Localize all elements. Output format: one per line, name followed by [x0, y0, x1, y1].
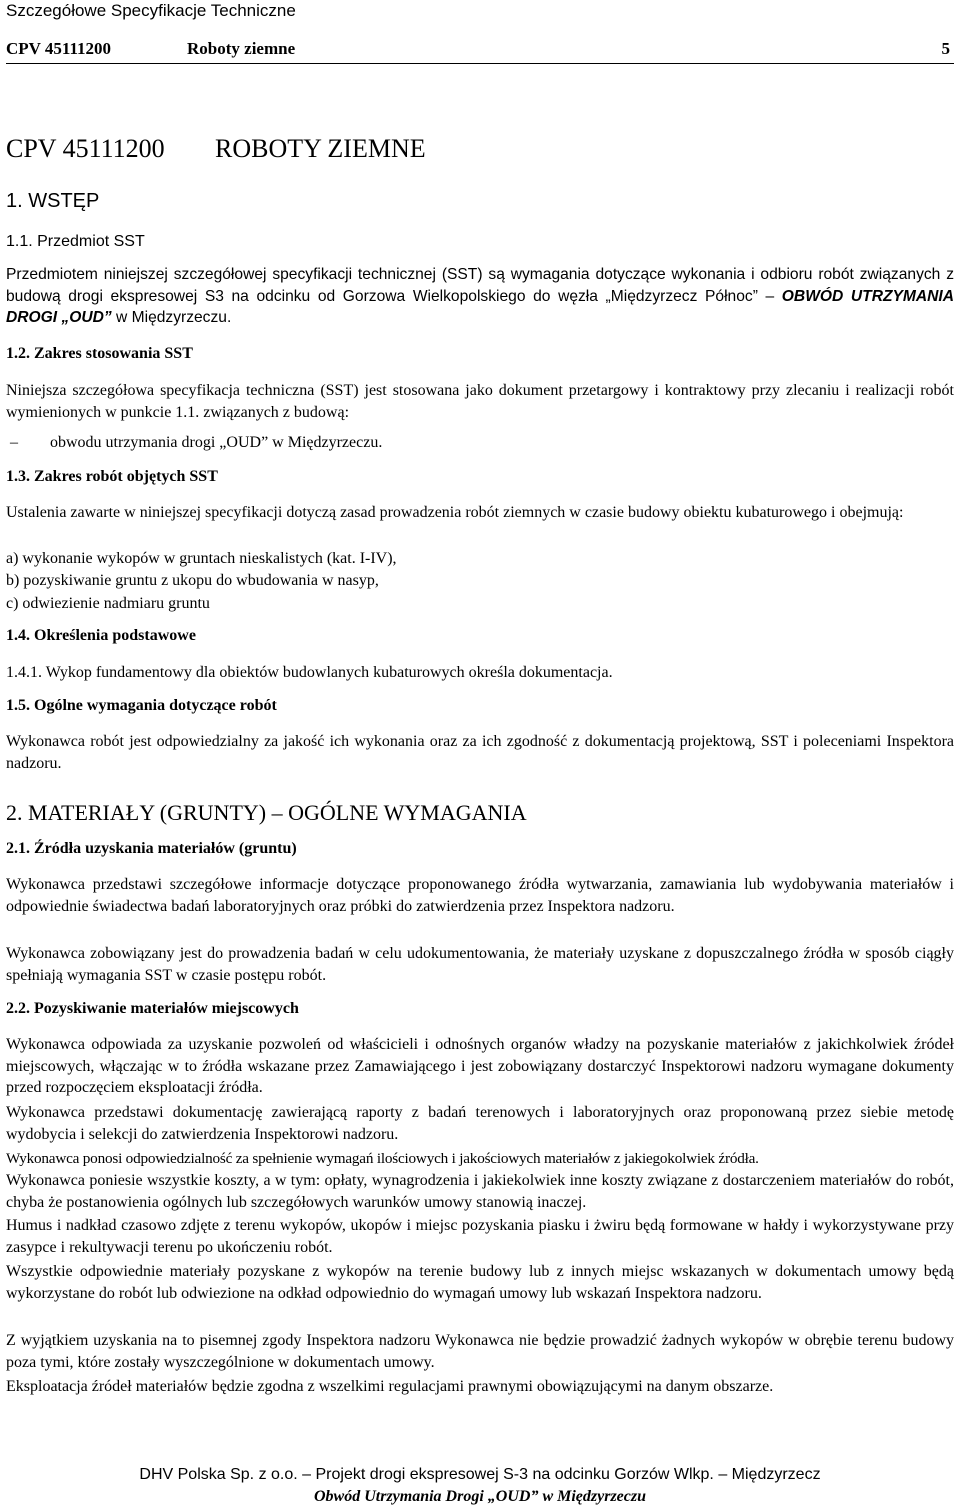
- heading-2-1: 2.1. Źródła uzyskania materiałów (gruntu): [6, 840, 297, 857]
- paragraph-2-2-4: Wykonawca poniesie wszystkie koszty, a w tym: opłaty, wynagrodzenia i jakiekolwiek inne koszty związane z dostarczeniem materiałów do robót, chyba że postanowienia ogólnych lub szczegółowych warunków umowy stanowią inaczej.: [6, 1172, 954, 1211]
- heading-1: 1. WSTĘP: [6, 190, 100, 212]
- title-name: ROBOTY ZIEMNE: [215, 134, 426, 163]
- paragraph-1-1: [6, 264, 954, 329]
- paragraph-2-1-2: Wykonawca zobowiązany jest do prowadzenia badań w celu udokumentowania, że materiały uzyskane z dopuszczalnego źródła w sposób ciągły spełniają wymagania SST w czasie postępu robót.: [6, 945, 954, 984]
- list-item-text: obwodu utrzymania drogi „OUD” w Międzyrzeczu.: [50, 434, 383, 451]
- paragraph-1-4-1: 1.4.1. Wykop fundamentowy dla obiektów budowlanych kubaturowych określa dokumentacja.: [6, 664, 613, 681]
- paragraph-1-1-emphasis: OBWÓD UTRZYMANIA DROGI „OUD”: [6, 287, 954, 326]
- list-item-b: b) pozyskiwanie gruntu z ukopu do wbudowania w nasyp,: [6, 572, 379, 589]
- paragraph-2-2-2: Wykonawca przedstawi dokumentację zawierającą raporty z badań terenowych i laboratoryjnych oraz proponowaną przez siebie metodę wydobycia i selekcji do zatwierdzenia Inspektorowi nadzoru.: [6, 1104, 954, 1143]
- header-cpv: CPV 45111200: [6, 39, 112, 58]
- heading-1-4: 1.4. Określenia podstawowe: [6, 627, 196, 644]
- title-cpv: CPV 45111200: [6, 134, 165, 163]
- paragraph-2-2-7: Z wyjątkiem uzyskania na to pisemnej zgody Inspektora nadzoru Wykonawca nie będzie prowadzić żadnych wykopów w obrębie terenu budowy poza tymi, które zostały wyszczególnione w dokumentach umowy.: [6, 1332, 954, 1371]
- footer-project: Obwód Utrzymania Drogi „OUD” w Międzyrzeczu: [313, 1488, 646, 1505]
- page-title: [6, 134, 426, 164]
- heading-2-2: 2.2. Pozyskiwanie materiałów miejscowych: [6, 1000, 299, 1017]
- document-title: Szczegółowe Specyfikacje Techniczne: [6, 1, 296, 20]
- header-section: Roboty ziemne: [187, 39, 296, 58]
- heading-1-3: 1.3. Zakres robót objętych SST: [6, 468, 218, 485]
- paragraph-1-5: Wykonawca robót jest odpowiedzialny za jakość ich wykonania oraz za ich zgodność z dokumentacją projektową, SST i poleceniami Inspektora nadzoru.: [6, 733, 954, 772]
- paragraph-2-2-1: Wykonawca odpowiada za uzyskanie pozwoleń od właścicieli i odnośnych organów władzy na pozyskanie materiałów z jakichkolwiek źródeł miejscowych, włączając w to źródła wskazane przez Zamawiającego i jest zobowiązany dostarczyć Inspektorowi nadzoru wymagane dokumenty przed rozpoczęciem eksploatacji źródła.: [6, 1036, 954, 1096]
- paragraph-2-2-8: Eksploatacja źródeł materiałów będzie zgodna z wszelkimi regulacjami prawnymi obowiązującymi na danym obszarze.: [6, 1378, 774, 1395]
- list-item-c: c) odwiezienie nadmiaru gruntu: [6, 595, 210, 612]
- footer-company: DHV Polska Sp. z o.o. – Projekt drogi ekspresowej S-3 na odcinku Gorzów Wlkp. – Międzyrzecz: [139, 1466, 821, 1483]
- dash-bullet: –: [10, 434, 18, 451]
- heading-1-5: 1.5. Ogólne wymagania dotyczące robót: [6, 697, 277, 714]
- paragraph-2-2-3: Wykonawca ponosi odpowiedzialność za spełnienie wymagań ilościowych i jakościowych materiałów z jakiegokolwiek źródła.: [6, 1150, 759, 1167]
- running-header: [6, 39, 954, 64]
- paragraph-2-2-5: Humus i nadkład czasowo zdjęte z terenu wykopów, ukopów i miejsc pozyskania piasku i żwiru będą formowane w hałdy i wykorzystywane przy zasypce i rekultywacji terenu po ukończeniu robót.: [6, 1217, 954, 1256]
- paragraph-1-2: Niniejsza szczegółowa specyfikacja techniczna (SST) jest stosowana jako dokument przetargowy i kontraktowy przy zlecaniu i realizacji robót wymienionych w punkcie 1.1. związanych z budową:: [6, 382, 954, 421]
- heading-1-2: 1.2. Zakres stosowania SST: [6, 345, 193, 362]
- paragraph-1-1-text: Przedmiotem niniejszej szczegółowej specyfikacji technicznej (SST) są wymagania dotyczące wykonania i odbioru robót związanych z budową drogi ekspresowej S3 na odcinku od Gorzowa Wielkopolskiego do węzła „Międzyrzecz Północ” –: [6, 266, 954, 305]
- paragraph-1-3: Ustalenia zawarte w niniejszej specyfikacji dotyczą zasad prowadzenia robót ziemnych w czasie budowy obiektu kubaturowego i obejmują:: [6, 504, 904, 521]
- page-number: 5: [941, 39, 950, 58]
- list-item-a: a) wykonanie wykopów w gruntach nieskalistych (kat. I-IV),: [6, 550, 397, 567]
- paragraph-1-1-end: w Międzyrzeczu.: [111, 309, 232, 326]
- heading-1-1: 1.1. Przedmiot SST: [6, 233, 145, 250]
- paragraph-2-1-1: Wykonawca przedstawi szczegółowe informacje dotyczące proponowanego źródła wytwarzania, zamawiania lub wydobywania materiałów i odpowiednie świadectwa badań laboratoryjnych oraz próbki do zatwierdzenia przez Inspektora nadzoru.: [6, 876, 954, 915]
- paragraph-2-2-6: Wszystkie odpowiednie materiały pozyskane z wykopów na terenie budowy lub z innych miejsc wskazanych w dokumentach umowy będą wykorzystane do robót lub odwiezione na odkład odpowiednio do wymagań umowy lub wskazań Inspektora nadzoru.: [6, 1263, 954, 1302]
- heading-2: 2. MATERIAŁY (GRUNTY) – OGÓLNE WYMAGANIA: [6, 800, 527, 825]
